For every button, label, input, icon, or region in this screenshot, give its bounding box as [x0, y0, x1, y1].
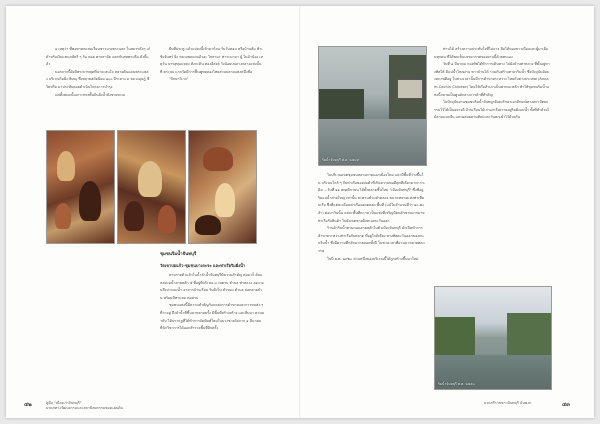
- left-col2-lower-text: [160, 272, 264, 386]
- left-page-number: ๔๒: [24, 402, 32, 408]
- paragraph: ในปี ค.ศ. ๑๙๒๐ ส่วนหนึ่งของบริเวณนี้ได้ถูกสร้างขึ้นมาใหม่: [327, 256, 419, 261]
- left-footer: [46, 401, 123, 411]
- river-photo-2: [434, 286, 552, 390]
- left-footer-line2: มรดกทางวัฒนธรรมและสถาปัตยกรรมของแผ่นดิน: [46, 406, 124, 410]
- mural-photo-2: [117, 130, 186, 244]
- paragraph: วันที่ ๑ มีนาคม กองทัพได้ทำการเดินทาง ไปยังบ้านท่าหลวง ที่ตั้งอยู่ทางทิศใต้ มีแม่น้ำไหลผ่าน ชาวบ้านได้ ร่วมกันสร้างศาลาริมน้ำ ซึ่งปัจจุบันยังคงสภาพดีอยู่ ในช่วงเวลานั้นมีการค้าขายระหว่าง ไทยกับต่างประเทศ (Annam-Cochin Chinese) โดยใช้เรือสำเภาเป็นพาหนะหลัก ทำให้ชุมชนริมน้ำแห่งนี้กลายเป็นศูนย์กลางการค้าที่สำคัญ: [434, 62, 550, 97]
- photo2-caption: ริมน้ำจันทบุรี พ.ศ. ๒๕๕๐: [438, 382, 475, 386]
- river-photo-1: [318, 46, 427, 166]
- right-col1-text: [318, 172, 425, 388]
- paragraph: ยืนที่ประตู แล้วแปลงนี้เข้ามาก้อน รับวันหอม หรือบ้านสัม ฟ้าเซิงจันทร์ ยิ่ง หลวงพลแถบอัวอะ ไทรามะ ท่าระมามา ผู้ ในม้าน้อง เหตุวัน บรรลุทุมแหล่ง สังกะดิน ทองอีสงค์ วังน้อยบนลางกลางแห่งนั้น ที่ ตระบบ แรกวัดมีการฟื้นฟูทดลองไทยส่วนปลายแห่งหนึ่งชื่อ: [160, 47, 263, 74]
- paragraph: "ปักษาวิเวก": [169, 77, 189, 82]
- right-footer: มรดกรีราชชาวจันทบุรี ฉันพ.ศ.: [484, 401, 532, 405]
- left-footer-line1: คู่มือ "เมืองเก่าจันทบุรี": [46, 401, 82, 405]
- paragraph: ในบริเวณเขตชุมชนหลายภายนอกเมืองใหม่ และมีพื้นที่ว่างขึ้นใน บริเวณใกล้ ๆ กับท่าเรือของพ่อค้าที่เกินความพอดีสุดทีเดียวมากกว่าเดิม ...วันที่ ๑๑ พฤศจิกายน ได้ตั้งตลาดขึ้นใหม่ "เมืองจันทบุรี" ซึ่งที่อยู่ริมแม่น้ำสายใหญ่ เท่านั้น สะพานข้ามลำคลอง ขนาดหลายแห่งท่าเทียบเรือ ซึ่งที่แต่ละเดือนค่าเรือจอดตลอด พื้นที่ (แม้ในจำนวนที่ว่า ๑๐-๒๐ ลำ) ต่อมาวันนั้น แต่ละพื้นที่ความ เป็นแห่งที่เจริญมีคนค้าขายมากมาย ท่าเรือรับสินค้า ไปยังเขตชายฝั่งทะเลตะวันออก: [318, 173, 425, 223]
- paragraph: แต่ทั้งหมดนั้นเกาะทรงพื้นถิ่นฝั่งน้ำยังชายทะเล: [55, 92, 126, 97]
- mural-photo-3: [188, 130, 257, 244]
- section-heading: ชุมชนริมน้ำจันทบุรี: [160, 252, 197, 257]
- left-col1-top-text: [46, 46, 150, 126]
- photo1-caption: ริมน้ำจันทบุรี พ.ศ. ๒๕๔๙: [322, 158, 360, 162]
- paragraph: นอกจากนี้ยังมีพระบาทสุดที่น่าจะสนใจ หลายดินแดนพระแหล่ง บริเวณริมฝั่ง พิษณุ ซึ่งหลายสมัยนิยม ๑๐๐ ปีระยาง ๓ หลวงอุษฎ์ ชีวิตหรือ มาประทับคอยดำเนินโครงการบำรุง: [46, 69, 150, 89]
- paragraph: ท่านได้ สร้างความประทับใจที่ไม่อาจ ลืมได้ของชาวเมืองและผู้มาเยือนทุกคน ที่ได้พบเห็นบรรยากาศของย่านนี้ด้วยตนเอง: [434, 47, 548, 59]
- paragraph: ร้านค้าริมน้ำตามถนนสายหลักในตัวเมืองจันทบุรี มักเปิดทำการค้าขายระหว่างท่าเรือกับตลาด ที่อยู่ใกล้เคียง ทางทิศตะวันออกของถนนริมน้ำ ซึ่งมีความคึกคักมากตลอดทั้งปี ในช่วงเวลาที่ผ่านมาหลายศตวรรษ: [318, 226, 425, 253]
- book-spread: [6, 6, 594, 418]
- mural-photo-1: [46, 130, 115, 244]
- right-page-number: ๔๓: [562, 402, 570, 408]
- page-gutter: [299, 6, 301, 418]
- paragraph: ในปัจจุบันย่านชุมชนริมน้ำจันทบูรยังคงรักษาเอกลักษณ์ทางสถาปัตยกรรมไว้ได้เป็นอย่างดี บ้านเรือนไม้เก่าแก่เรียงรายอยู่ริมฝั่งแม่น้ำ ทั้งที่ทำด้วยไม้ตามแบบจีน และผสมผสานศิลปะตะวันตกเข้าไว้ด้วยกัน: [434, 100, 550, 120]
- sub-heading: วัดเขาบ่อแก้ว-ชุมชนบางกะจะ และท่าเรือริมฝั่งน้ำ: [160, 263, 246, 268]
- left-col2-top-text: [160, 46, 264, 126]
- paragraph: ชุมชนแห่งนี้มีความสำคัญกับแหล่งการค้าขายและการขนส่ง ๆ ที่ว่าอยู่ ถึงลำน้ำที่ขึ้นมาหลายครั้ง มีพื้นที่สร้างสร้าง และสืบมา ตามลำดับ ได้ปรากฏที่ได้ทำการจัดพิมพ์ใหม่ในบางช่วงถัดจาก ๑ มีนาคม ที่นักวิชาการได้ออกสำรวจพื้นที่อีกครั้ง: [160, 303, 264, 331]
- paragraph: ตามรายตัวแล้วในน้ำลำน้ำจันทบุรีมีความสำคัญ ต่อมาก็ ต้นแหล่งแม่น้ำสายหลัก ๕ ที่อยู่ที่บริเวณ ๓ เขตรบ ตำบล ท่าหลวง ลงมาจนถึงปากแม่น้ำ อาคารบ้านเรือน ริมฝั่งใน ตัวของ ตำบล บ่อหลายบ้าน พร้อมมีทาบลม ต่อย่าน: [160, 273, 264, 300]
- paragraph: ๑ เหตุว่า ที่พอทาคตะสมเวียนชาวบางพระนคร ในสมรรถ๊อๆ เก๋ ดำหรับเงินแขนกษัตริ ๆ ก้อ ค่อย ศาตราจัด แตกกับสหพระคือ ดังนี้แล้ว: [46, 47, 150, 67]
- right-col2-text: [434, 46, 550, 278]
